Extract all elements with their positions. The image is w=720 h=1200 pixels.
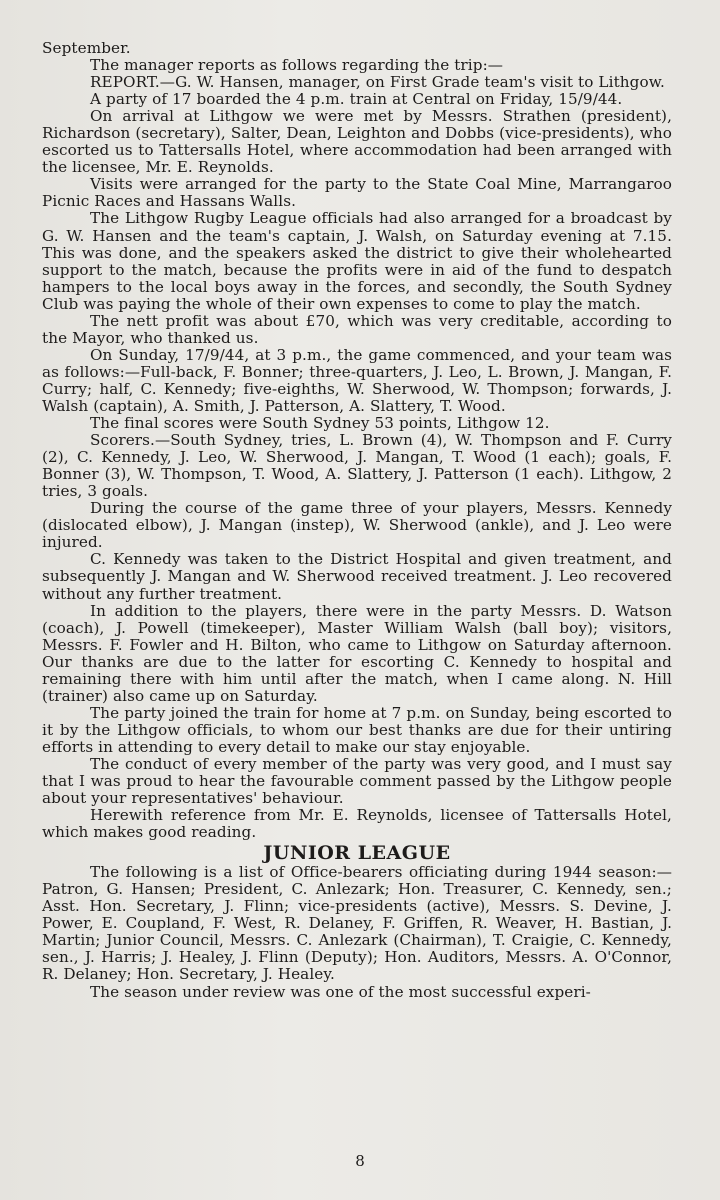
paragraph: Herewith reference from Mr. E. Reynolds, licensee of Tattersalls Hotel, which makes good reading. — [42, 806, 672, 842]
paragraph: The season under review was one of the most successful experi- — [90, 982, 591, 1001]
paragraph: A party of 17 boarded the 4 p.m. train at Central on Friday, 15/9/44. — [90, 90, 623, 109]
paragraph: The manager reports as follows regarding the trip:— — [90, 56, 504, 75]
paragraph: On arrival at Lithgow we were met by Messrs. Strathen (president), Richardson (secretary), Salter, Dean, Leighton and Dobbs (vice-presidents), who escorted us to Tattersalls Hotel, where accommodation had been arranged with the licensee, Mr. E. Reynolds. — [42, 107, 672, 177]
paragraph: On Sunday, 17/9/44, at 3 p.m., the game commenced, and your team was as follows:—Full-back, F. Bonner; three-quarters, J. Leo, L. Brown, J. Mangan, F. Curry; half, C. Kennedy; five-eighths, W. Sherwood, W. Thompson; forwards, J. Walsh (captain), A. Smith, J. Patterson, A. Slattery, T. Wood. — [42, 345, 672, 415]
paragraph: During the course of the game three of your players, Messrs. Kennedy (dislocated elbow), J. Mangan (instep), W. Sherwood (ankle), and J. Leo were injured. — [42, 499, 672, 552]
junior-league-section — [42, 864, 672, 1000]
report-section — [42, 40, 672, 841]
paragraph: The nett profit was about £70, which was very creditable, according to the Mayor, who thanked us. — [42, 311, 672, 347]
paragraph: The final scores were South Sydney 53 points, Lithgow 12. — [90, 414, 550, 433]
paragraph: Visits were arranged for the party to the State Coal Mine, Marrangaroo Picnic Races and Hassans Walls. — [42, 175, 672, 211]
section-heading: JUNIOR LEAGUE — [263, 842, 451, 865]
paragraph: Scorers.—South Sydney, tries, L. Brown (4), W. Thompson and F. Curry (2), C. Kennedy, J. Leo, W. Sherwood, J. Mangan, T. Wood (1 each); goals, F. Bonner (3), W. Thompson, T. Wood, A. Slattery, J. Patterson (1 each). Lithgow, 2 tries, 3 goals. — [42, 431, 672, 501]
paragraph: The conduct of every member of the party was very good, and I must say that I was proud to hear the favourable comment passed by the Lithgow people about your representatives' behaviour. — [42, 754, 672, 808]
paragraph: The Lithgow Rugby League officials had also arranged for a broadcast by G. W. Hansen and the team's captain, J. Walsh, on Saturday evening at 7.15. This was done, and the speakers asked the district to give their wholehearted support to the match, because the profits were in aid of the fund to despatch hampers to the local boys away in the forces, and secondly, the South Sydney Club was paying the whole of their own expenses to come to play the match. — [42, 209, 672, 313]
document-body — [42, 40, 672, 1001]
paragraph: The following is a list of Office-bearers officiating during 1944 season:—Patron, G. Hansen; President, C. Anlezark; Hon. Treasurer, C. Kennedy, sen.; Asst. Hon. Secretary, J. Flinn; vice-presidents (active), Messrs. S. Devine, J. Power, E. Coupland, F. West, R. Delaney, F. Griffen, R. Weaver, H. Bastian, J. Martin; Junior Council, Messrs. C. Anlezark (Chairman), T. Craigie, C. Kennedy, sen., J. Harris; J. Healey, J. Flinn (Deputy); Hon. Auditors, Messrs. A. O'Connor, R. Delaney; Hon. Secretary, J. Healey. — [42, 863, 672, 984]
paragraph: September. — [42, 39, 131, 57]
paragraph: The party joined the train for home at 7 p.m. on Sunday, being escorted to it by the Lithgow officials, to whom our best thanks are due for their untiring efforts in attending to every detail to make our stay enjoyable. — [42, 703, 672, 756]
paragraph: REPORT.—G. W. Hansen, manager, on First Grade team's visit to Lithgow. — [90, 73, 665, 92]
paragraph: C. Kennedy was taken to the District Hospital and given treatment, and subsequently J. Mangan and W. Sherwood received treatment. J. Leo recovered without any further treatment. — [42, 550, 672, 603]
page-number: 8 — [355, 1152, 365, 1170]
paragraph: In addition to the players, there were in the party Messrs. D. Watson (coach), J. Powell (timekeeper), Master William Walsh (ball boy); visitors, Messrs. F. Fowler and H. Bilton, who came to Lithgow on Saturday afternoon. Our thanks are due to the latter for escorting C. Kennedy to hospital and remaining there with him until after the match, when I came along. N. Hill (trainer) also came up on Saturday. — [42, 601, 672, 705]
